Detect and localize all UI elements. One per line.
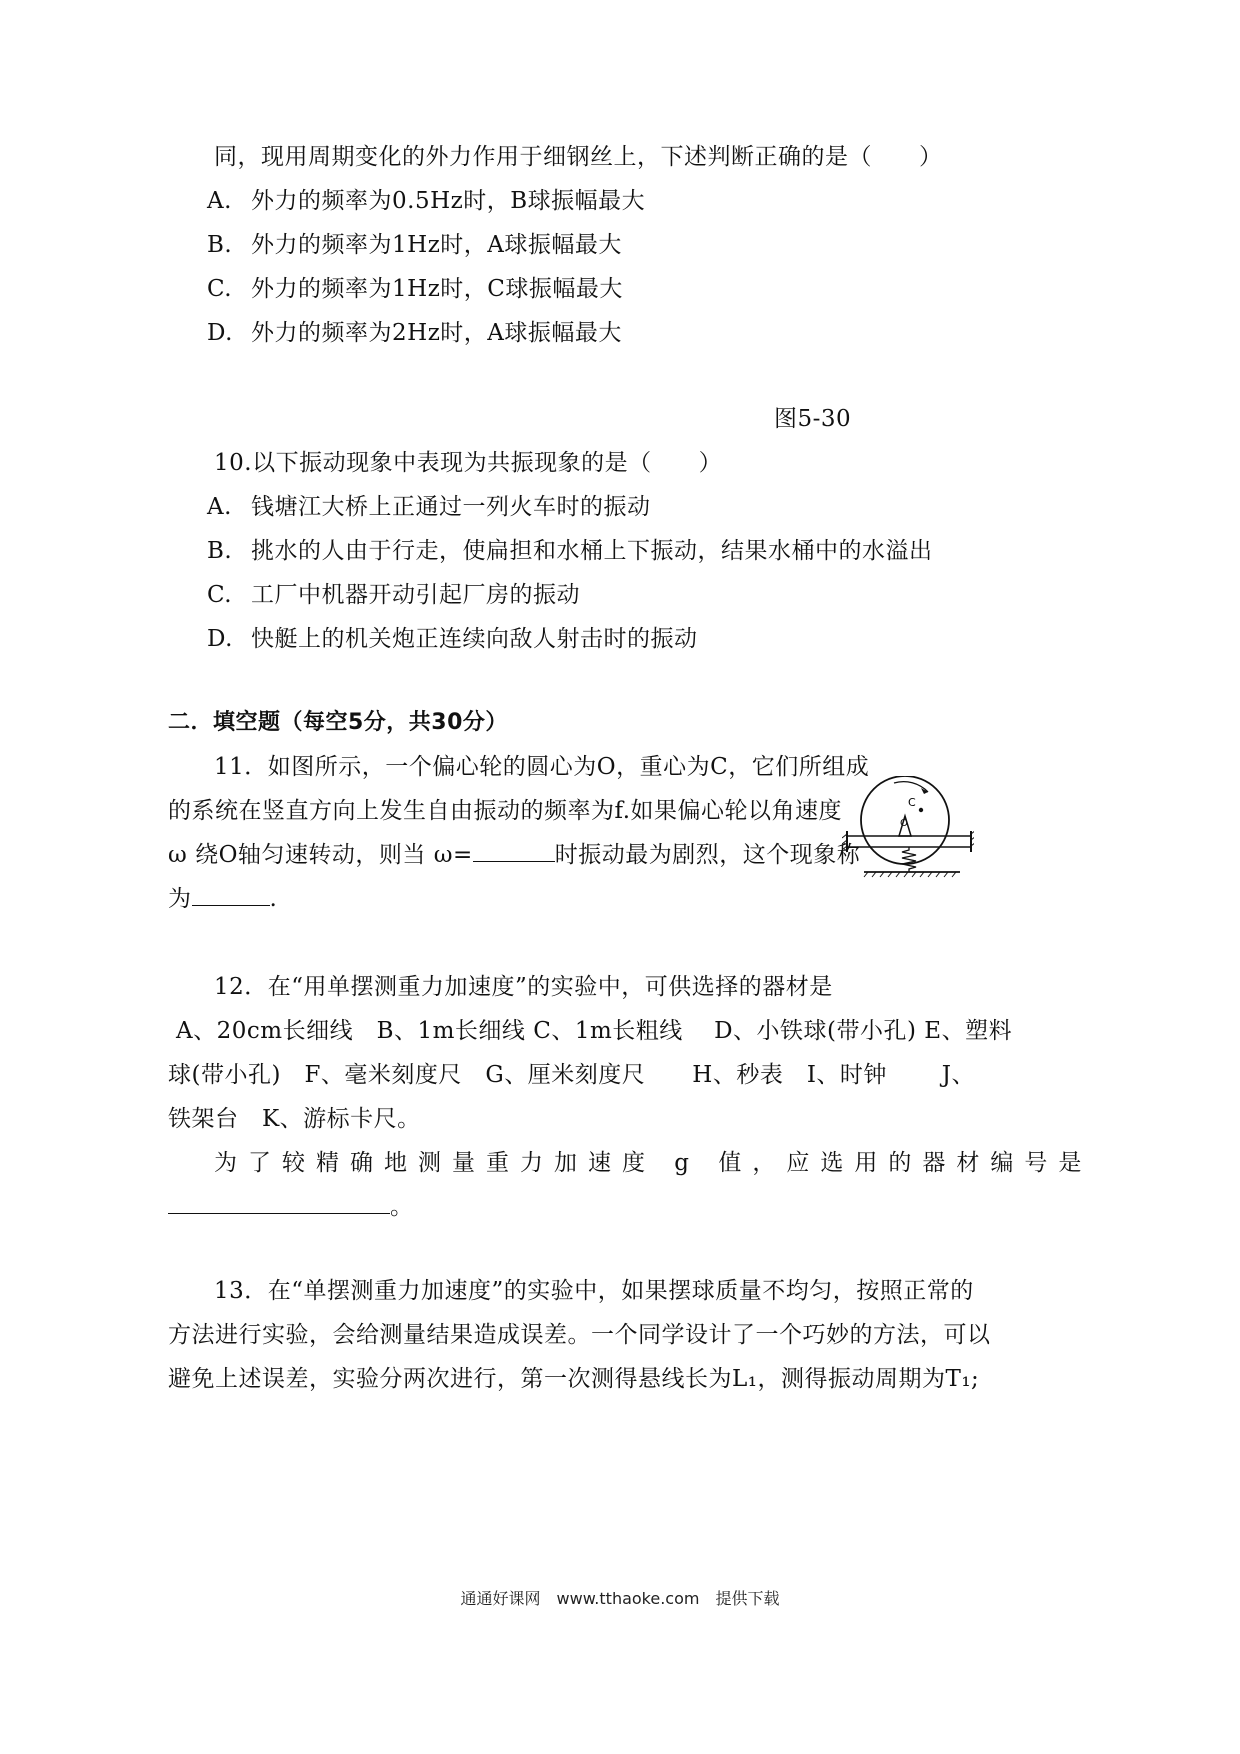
option-label: B. bbox=[207, 538, 233, 564]
q9-option-b bbox=[207, 230, 622, 260]
q13-line-2: 方法进行实验，会给测量结果造成误差。一个同学设计了一个巧妙的方法，可以 bbox=[168, 1322, 991, 1348]
option-label: D. bbox=[207, 320, 233, 346]
option-label: A. bbox=[207, 494, 232, 520]
eccentric-wheel-diagram bbox=[842, 776, 974, 878]
q11-line-3-start: ω 绕O轴匀速转动，则当 ω= bbox=[168, 842, 473, 868]
q10-stem: 10.以下振动现象中表现为共振现象的是（ ） bbox=[214, 450, 723, 476]
option-label: A. bbox=[207, 188, 232, 214]
option-text: 外力的频率为1Hz时，A球振幅最大 bbox=[251, 232, 622, 258]
q13-line-3: 避免上述误差，实验分两次进行，第一次测得悬线长为L₁，测得振动周期为T₁; bbox=[168, 1366, 980, 1392]
center-of-mass-dot bbox=[919, 808, 923, 812]
o-label: O bbox=[900, 818, 908, 829]
option-text: 挑水的人由于行走，使扁担和水桶上下振动，结果水桶中的水溢出 bbox=[251, 538, 933, 564]
q11-line-4-start: 为 bbox=[168, 886, 192, 912]
q12-line-2: A、20cm长细线 B、1m长细线 C、1m长粗线 D、小铁球(带小孔) E、塑料 bbox=[176, 1018, 1013, 1044]
option-label: D. bbox=[207, 626, 233, 652]
option-label: C. bbox=[207, 276, 233, 302]
phenomenon-answer-blank[interactable] bbox=[192, 885, 270, 906]
q9-option-d bbox=[207, 318, 622, 348]
option-text: 外力的频率为2Hz时，A球振幅最大 bbox=[251, 320, 622, 346]
q12-line-4: 铁架台 K、游标卡尺。 bbox=[168, 1106, 421, 1132]
q10-option-c bbox=[207, 580, 580, 610]
q10-option-d bbox=[207, 624, 698, 654]
q10-option-a bbox=[207, 492, 651, 522]
q9-option-c bbox=[207, 274, 623, 304]
option-label: C. bbox=[207, 582, 233, 608]
q11-line-3 bbox=[168, 840, 860, 870]
option-label: B. bbox=[207, 232, 233, 258]
option-text: 外力的频率为1Hz时，C球振幅最大 bbox=[251, 276, 623, 302]
q11-line-1: 11．如图所示，一个偏心轮的圆心为O，重心为C，它们所组成 bbox=[214, 754, 870, 780]
spring bbox=[902, 847, 916, 872]
page-footer: 通通好课网 www.tthaoke.com 提供下载 bbox=[460, 1589, 780, 1608]
option-text: 外力的频率为0.5Hz时，B球振幅最大 bbox=[251, 188, 646, 214]
q11-line-4-end: . bbox=[269, 886, 278, 912]
option-text: 快艇上的机关炮正连续向敌人射击时的振动 bbox=[251, 626, 698, 652]
c-label: C bbox=[908, 796, 916, 809]
q12-line-1: 12．在“用单摆测重力加速度”的实验中，可供选择的器材是 bbox=[214, 974, 833, 1000]
q10-option-b bbox=[207, 536, 933, 566]
equipment-answer-blank[interactable] bbox=[168, 1193, 390, 1214]
q12-line-5: 为了较精确地测量重力加速度 g 值，应选用的器材编号是 bbox=[214, 1150, 1093, 1176]
q11-line-2: 的系统在竖直方向上发生自由振动的频率为f.如果偏心轮以角速度 bbox=[168, 798, 843, 824]
omega-answer-blank[interactable] bbox=[473, 841, 555, 862]
q11-line-4 bbox=[168, 884, 277, 914]
section-heading: 二．填空题（每空5分，共30分） bbox=[168, 710, 508, 735]
q12-line-6-end: 。 bbox=[390, 1194, 414, 1220]
q12-line-6 bbox=[168, 1192, 414, 1222]
option-text: 钱塘江大桥上正通过一列火车时的振动 bbox=[251, 494, 651, 520]
figure-caption: 图5-30 bbox=[774, 406, 852, 432]
q11-line-3-end: 时振动最为剧烈，这个现象称 bbox=[554, 842, 861, 868]
option-text: 工厂中机器开动引起厂房的振动 bbox=[251, 582, 580, 608]
q12-line-3: 球(带小孔) F、毫米刻度尺 G、厘米刻度尺 H、秒表 I、时钟 J、 bbox=[168, 1062, 975, 1088]
q13-line-1: 13．在“单摆测重力加速度”的实验中，如果摆球质量不均匀，按照正常的 bbox=[214, 1278, 974, 1304]
q9-option-a bbox=[207, 186, 645, 216]
q9-stem-continuation: 同，现用周期变化的外力作用于细钢丝上，下述判断正确的是（ ） bbox=[214, 144, 943, 170]
